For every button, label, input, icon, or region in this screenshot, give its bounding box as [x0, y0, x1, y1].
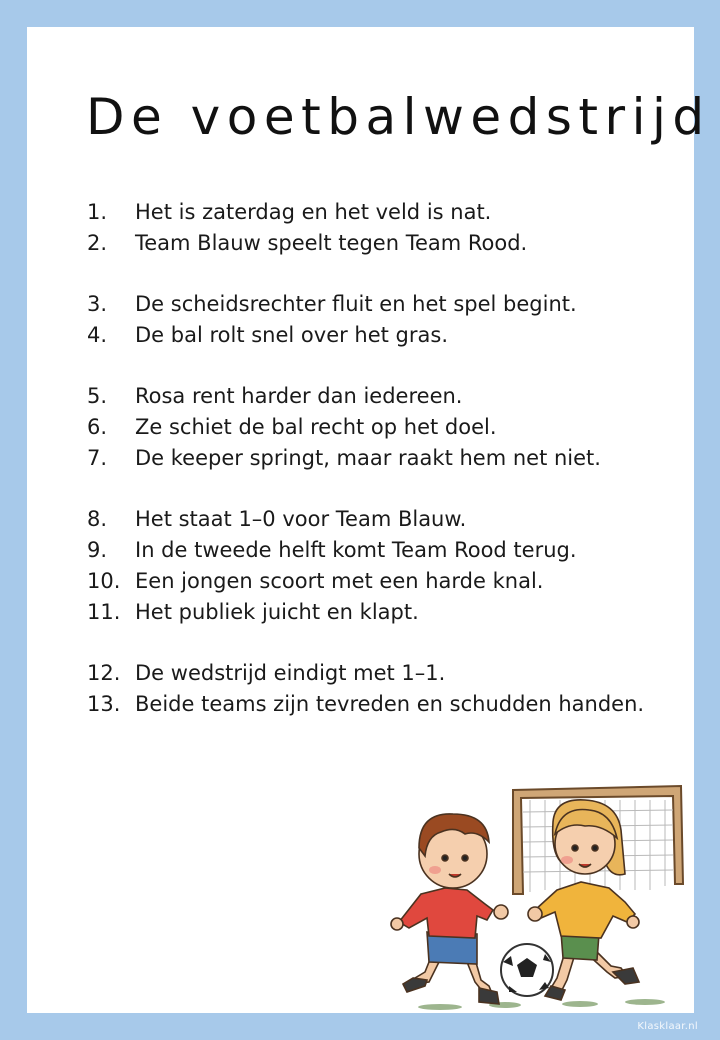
soccer-ball-icon	[501, 944, 553, 996]
boy-player-icon	[391, 814, 508, 1004]
item-number: 5.	[87, 384, 108, 408]
item-number: 4.	[87, 323, 108, 347]
item-number: 2.	[87, 231, 108, 255]
list-item	[87, 381, 717, 412]
item-text: De scheidsrechter fluit en het spel begint.	[135, 292, 577, 316]
item-number: 7.	[87, 446, 108, 470]
worksheet-card	[27, 27, 711, 1013]
list-item	[87, 228, 717, 259]
item-text: De bal rolt snel over het gras.	[135, 323, 449, 347]
item-text: Rosa rent harder dan iedereen.	[135, 384, 463, 408]
item-text: De keeper springt, maar raakt hem net niet.	[135, 446, 601, 470]
item-text: Team Blauw speelt tegen Team Rood.	[135, 231, 528, 255]
item-number: 13.	[87, 692, 121, 716]
item-text: De wedstrijd eindigt met 1–1.	[135, 661, 446, 685]
item-text: Ze schiet de bal recht op het doel.	[135, 415, 497, 439]
list-item	[87, 689, 717, 720]
item-text: In de tweede helft komt Team Rood terug.	[135, 538, 577, 562]
list-item	[87, 504, 717, 535]
list-item	[87, 443, 717, 474]
item-number: 10.	[87, 569, 121, 593]
list-item	[87, 535, 717, 566]
list-item	[87, 566, 717, 597]
soccer-kids-illustration	[385, 782, 695, 1017]
item-number: 12.	[87, 661, 121, 685]
sentence-list	[87, 197, 717, 720]
item-text: Het is zaterdag en het veld is nat.	[135, 200, 492, 224]
item-text: Een jongen scoort met een harde knal.	[135, 569, 544, 593]
list-item	[87, 320, 717, 351]
list-item	[87, 658, 717, 689]
list-item	[87, 412, 717, 443]
list-item	[87, 197, 717, 228]
list-item	[87, 289, 717, 320]
item-number: 8.	[87, 507, 108, 531]
item-text: Beide teams zijn tevreden en schudden handen.	[135, 692, 645, 716]
item-number: 11.	[87, 600, 121, 624]
item-number: 1.	[87, 200, 108, 224]
item-number: 6.	[87, 415, 108, 439]
item-text: Het staat 1–0 voor Team Blauw.	[135, 507, 467, 531]
item-number: 3.	[87, 292, 108, 316]
item-text: Het publiek juicht en klapt.	[135, 600, 419, 624]
list-item	[87, 597, 717, 628]
item-number: 9.	[87, 538, 108, 562]
grass-icon	[418, 999, 665, 1010]
page-title: De voetbalwedstrijd	[86, 88, 711, 146]
site-watermark: Klasklaar.nl	[637, 1021, 698, 1032]
